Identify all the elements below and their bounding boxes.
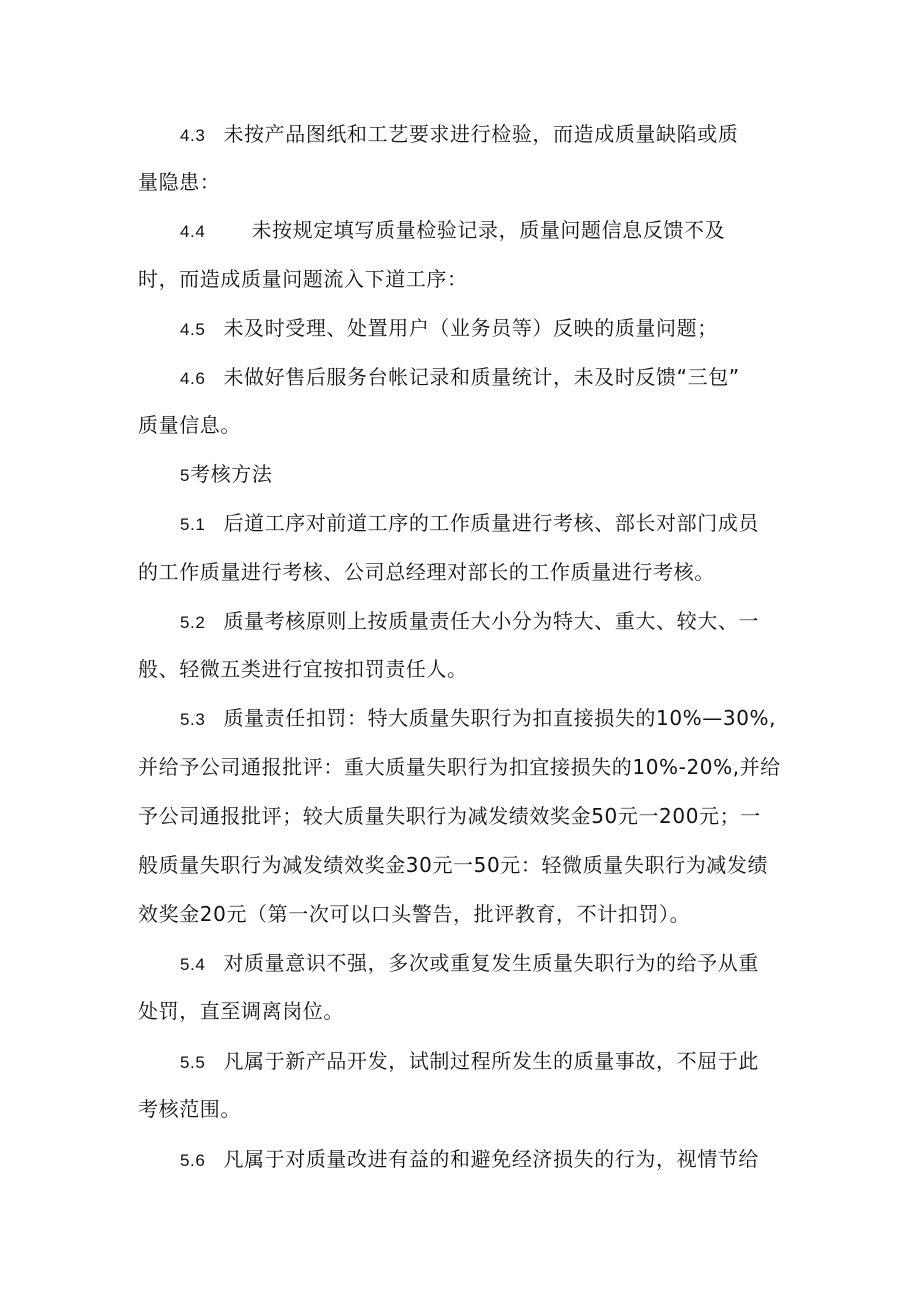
section-number: 5 [180,466,191,485]
clause-number: 5.2 [180,613,206,632]
clause-5-4-line-2 [138,999,344,1023]
clause-text: 并给予公司通报批评：重大质量失职行为扣宜接损失的10%-20%,并给 [138,755,781,779]
clause-text: 质量考核原则上按质量责任大小分为特大、重大、较大、一 [223,609,760,633]
clause-text: 予公司通报批评；较大质量失职行为减发绩效奖金50元一200元；一 [138,804,761,828]
section-5-heading [180,462,272,488]
clause-4-3-line-1 [180,122,738,148]
clause-text: 考核范围。 [138,1097,241,1121]
clause-number: 4.3 [180,126,206,145]
clause-text: 般、轻微五类进行宜按扣罚责任人。 [138,657,468,681]
clause-5-2-line-1 [180,609,759,635]
clause-number: 4.4 [180,222,206,241]
clause-number: 4.6 [180,369,206,388]
clause-number: 5.3 [180,710,206,729]
clause-text: 未按产品图纸和工艺要求进行检验，而造成质量缺陷或质 [223,122,739,146]
clause-text: 未及时受理、处置用户（业务员等）反映的质量问题； [223,316,718,340]
clause-4-4-line-2 [138,267,468,291]
clause-5-5-line-1 [180,1049,759,1075]
clause-5-1-line-1 [180,511,759,537]
clause-text: 未按规定填写质量检验记录，质量问题信息反馈不及 [251,218,726,242]
clause-number: 5.5 [180,1053,206,1072]
clause-4-5-line-1 [180,316,718,342]
clause-5-6-line-1 [180,1147,759,1173]
clause-text: 对质量意识不强，多次或重复发生质量失职行为的给予从重 [223,951,760,975]
clause-text: 时，而造成质量问题流入下道工序： [138,267,468,291]
clause-number: 5.6 [180,1151,206,1170]
clause-5-4-line-1 [180,951,759,977]
clause-5-3-line-4 [138,853,768,877]
clause-text: 质量信息。 [138,413,241,437]
clause-text: 量隐患： [138,170,221,194]
clause-5-3-line-5 [138,902,690,926]
clause-5-3-line-2 [138,755,781,779]
clause-text: 般质量失职行为减发绩效奖金30元一50元：轻微质量失职行为减发绩 [138,853,769,877]
clause-5-5-line-2 [138,1097,241,1121]
clause-4-6-line-2 [138,413,241,437]
clause-text: 的工作质量进行考核、公司总经理对部长的工作质量进行考核。 [138,560,715,584]
clause-4-6-line-1 [180,365,740,391]
clause-text: 凡属于新产品开发，试制过程所发生的质量事故，不屈于此 [223,1049,760,1073]
clause-4-4-line-1 [180,218,725,244]
clause-text: 效奖金20元（第一次可以口头警告，批评教育，不计扣罚）。 [138,902,691,926]
clause-number: 5.1 [180,515,206,534]
clause-5-1-line-2 [138,560,715,584]
clause-text: 凡属于对质量改进有益的和避免经济损失的行为，视情节给 [223,1147,760,1171]
clause-5-3-line-1 [180,706,776,732]
clause-text: 未做好售后服务台帐记录和质量统计，未及时反馈“三包” [223,365,740,389]
clause-5-3-line-3 [138,804,761,828]
clause-number: 5.4 [180,955,206,974]
clause-text: 处罚，直至调离岗位。 [138,999,344,1023]
section-title: 考核方法 [190,462,273,486]
clause-text: 质量责任扣罚：特大质量失职行为扣直接损失的10%—30%, [223,706,777,730]
clause-5-2-line-2 [138,657,468,681]
clause-number: 4.5 [180,320,206,339]
clause-text: 后道工序对前道工序的工作质量进行考核、部长对部门成员 [223,511,760,535]
clause-4-3-line-2 [138,170,220,194]
